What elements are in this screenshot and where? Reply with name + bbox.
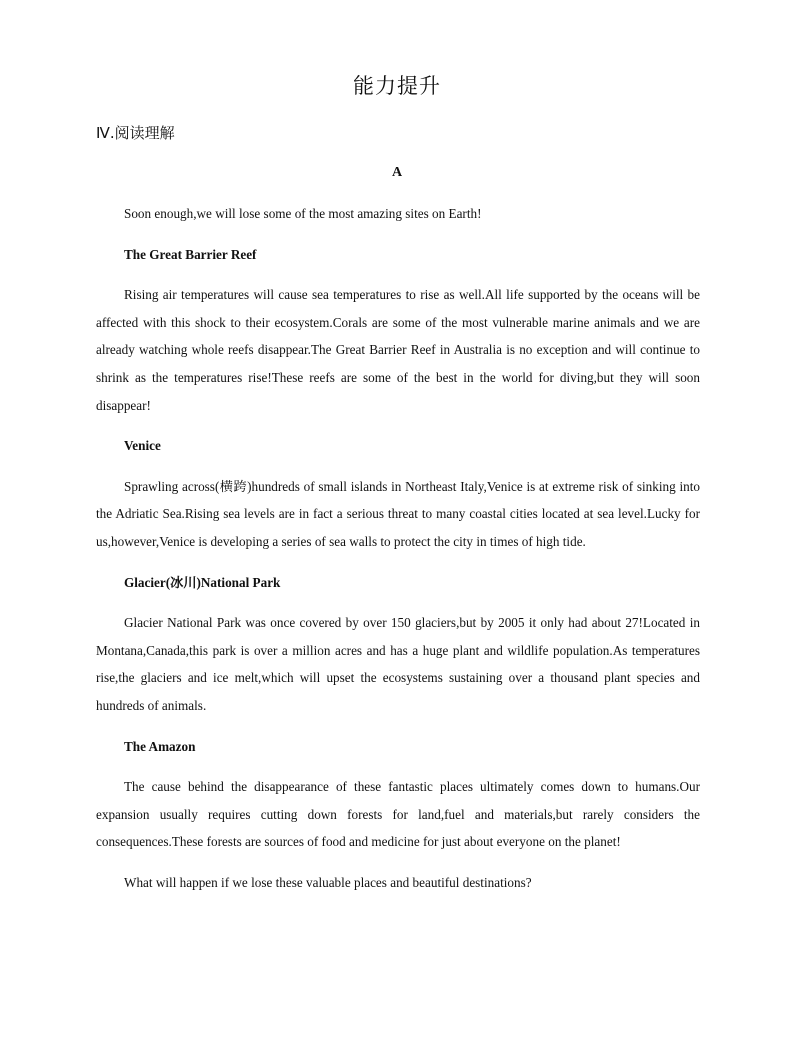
section-text-amazon: The cause behind the disappearance of these fantastic places ultimately comes down to humans.Our expansion usually requires cutting down forests for land,fuel and materials,but rarely considers the consequences.These forests are sources of food and medicine for just about everyone on the planet! xyxy=(96,779,700,850)
section-text-glacier: Glacier National Park was once covered by over 150 glaciers,but by 2005 it only had about 27!Located in Montana,Canada,this park is over a million acres and has a huge plant and wildlife population.As temperatures rise,the glaciers and ice melt,which will upset the ecosystems sustaining over a thousand plant species and hundreds of animals. xyxy=(96,615,700,713)
intro-paragraph: Soon enough,we will lose some of the most amazing sites on Earth! xyxy=(124,206,482,221)
section-text-reef: Rising air temperatures will cause sea temperatures to rise as well.All life supported by the oceans will be affected with this shock to their ecosystem.Corals are some of the most vulnerable marine animals and we are already watching whole reefs disappear.The Great Barrier Reef in Australia is no exception and will continue to shrink as the temperatures rise!These reefs are some of the best in the world for diving,but they will soon disappear! xyxy=(96,287,700,413)
section-heading: Ⅳ.阅读理解 xyxy=(96,124,175,142)
section-heading-glacier: Glacier(冰川)National Park xyxy=(124,574,281,590)
passage-label: A xyxy=(391,165,403,180)
section-text-venice: Sprawling across(横跨)hundreds of small islands in Northeast Italy,Venice is at extreme risk of sinking into the Adriatic Sea.Rising sea levels are in fact a serious threat to many coastal cities located at sea level.Lucky for us,however,Venice is developing a series of sea walls to protect the city in times of high tide. xyxy=(96,478,700,549)
section-heading-reef: The Great Barrier Reef xyxy=(124,246,257,262)
section-heading-amazon: The Amazon xyxy=(124,738,196,754)
closing-question: What will happen if we lose these valuable places and beautiful destinations? xyxy=(124,874,532,890)
page-title: 能力提升 xyxy=(353,74,441,98)
spacer xyxy=(96,856,700,869)
section-heading-venice: Venice xyxy=(124,438,161,454)
passage-body xyxy=(96,200,700,896)
